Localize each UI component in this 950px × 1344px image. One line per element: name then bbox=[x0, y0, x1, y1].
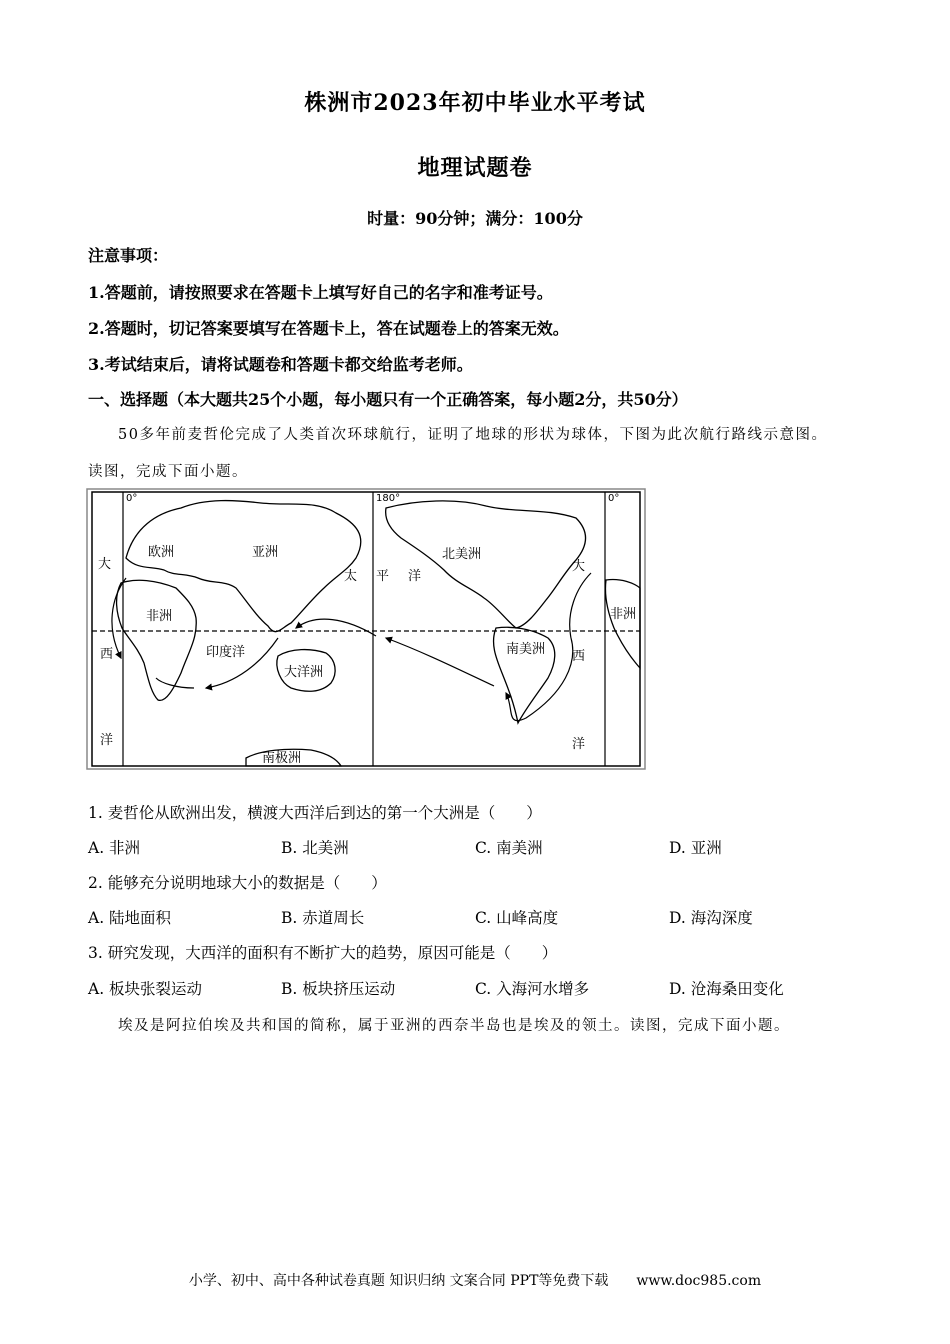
question-2-option-a: A. 陆地面积 bbox=[88, 909, 172, 927]
map-label-pacific-1: 太 bbox=[344, 569, 358, 584]
question-1-option-c: C. 南美洲 bbox=[475, 839, 543, 857]
map-label-asia: 亚洲 bbox=[252, 545, 279, 560]
exam-title: 株洲市2023年初中毕业水平考试 bbox=[304, 90, 646, 116]
question-1-option-a: A. 非洲 bbox=[88, 839, 141, 857]
exam-subtitle: 地理试题卷 bbox=[417, 155, 533, 181]
section-1-intro-line-2: 读图，完成下面小题。 bbox=[88, 464, 248, 480]
notice-heading: 注意事项： bbox=[88, 246, 169, 265]
map-label-pacific-2: 平 bbox=[376, 569, 390, 584]
magellan-route-map bbox=[86, 488, 646, 770]
question-1-option-b: B. 北美洲 bbox=[281, 839, 349, 857]
page-footer: 小学、初中、高中各种试卷真题 知识归纳 文案合同 PPT等免费下载 www.doc985.com bbox=[188, 1273, 762, 1289]
map-label-atlantic-left-1: 大 bbox=[98, 557, 112, 572]
question-3-stem: 3. 研究发现，大西洋的面积有不断扩大的趋势，原因可能是（ ） bbox=[88, 944, 558, 962]
question-1-option-d: D. 亚洲 bbox=[669, 839, 722, 857]
question-1-stem: 1. 麦哲伦从欧洲出发，横渡大西洋后到达的第一个大洲是（ ） bbox=[88, 804, 542, 822]
map-label-atlantic-right-1: 大 bbox=[572, 559, 586, 574]
map-label-atlantic-left-2: 西 bbox=[100, 647, 114, 662]
question-2-option-c: C. 山峰高度 bbox=[475, 909, 559, 927]
meridian-label-0-left: 0° bbox=[126, 493, 138, 504]
exam-duration-score: 时量：90分钟；满分：100分 bbox=[367, 209, 583, 228]
section-1-intro-line-1: 50多年前麦哲伦完成了人类首次环球航行，证明了地球的形状为球体，下图为此次航行路线示意图。 bbox=[118, 427, 828, 443]
map-label-atlantic-right-2: 西 bbox=[572, 649, 586, 664]
notice-item-2: 2.答题时，切记答案要填写在答题卡上，答在试题卷上的答案无效。 bbox=[88, 319, 569, 338]
map-label-north-america: 北美洲 bbox=[442, 547, 482, 562]
question-3-option-b: B. 板块挤压运动 bbox=[281, 980, 396, 998]
notice-item-1: 1.答题前，请按照要求在答题卡上填写好自己的名字和准考证号。 bbox=[88, 283, 553, 302]
question-2-option-b: B. 赤道周长 bbox=[281, 909, 365, 927]
meridian-label-0-right: 0° bbox=[608, 493, 620, 504]
question-3-option-c: C. 入海河水增多 bbox=[475, 980, 590, 998]
question-3-option-d: D. 沧海桑田变化 bbox=[669, 980, 784, 998]
map-label-africa: 非洲 bbox=[146, 609, 173, 624]
section-1-heading: 一、选择题（本大题共25个小题，每小题只有一个正确答案，每小题2分，共50分） bbox=[88, 390, 688, 409]
section-2-intro: 埃及是阿拉伯埃及共和国的简称，属于亚洲的西奈半岛也是埃及的领土。读图，完成下面小题。 bbox=[118, 1018, 790, 1034]
map-label-atlantic-left-3: 洋 bbox=[100, 733, 114, 748]
notice-item-3: 3.考试结束后，请将试题卷和答题卡都交给监考老师。 bbox=[88, 355, 473, 374]
map-label-africa-right: 非洲 bbox=[610, 607, 637, 622]
question-2-option-d: D. 海沟深度 bbox=[669, 909, 753, 927]
meridian-label-180: 180° bbox=[376, 493, 401, 504]
map-label-oceania: 大洋洲 bbox=[284, 665, 324, 680]
question-3-option-a: A. 板块张裂运动 bbox=[88, 980, 203, 998]
map-label-atlantic-right-3: 洋 bbox=[572, 737, 586, 752]
map-label-europe: 欧洲 bbox=[148, 545, 175, 560]
question-2-stem: 2. 能够充分说明地球大小的数据是（ ） bbox=[88, 874, 387, 892]
map-label-south-america: 南美洲 bbox=[506, 642, 546, 657]
map-label-indian-ocean: 印度洋 bbox=[206, 645, 246, 660]
map-label-antarctica: 南极洲 bbox=[262, 751, 302, 766]
map-label-pacific-3: 洋 bbox=[408, 569, 422, 584]
